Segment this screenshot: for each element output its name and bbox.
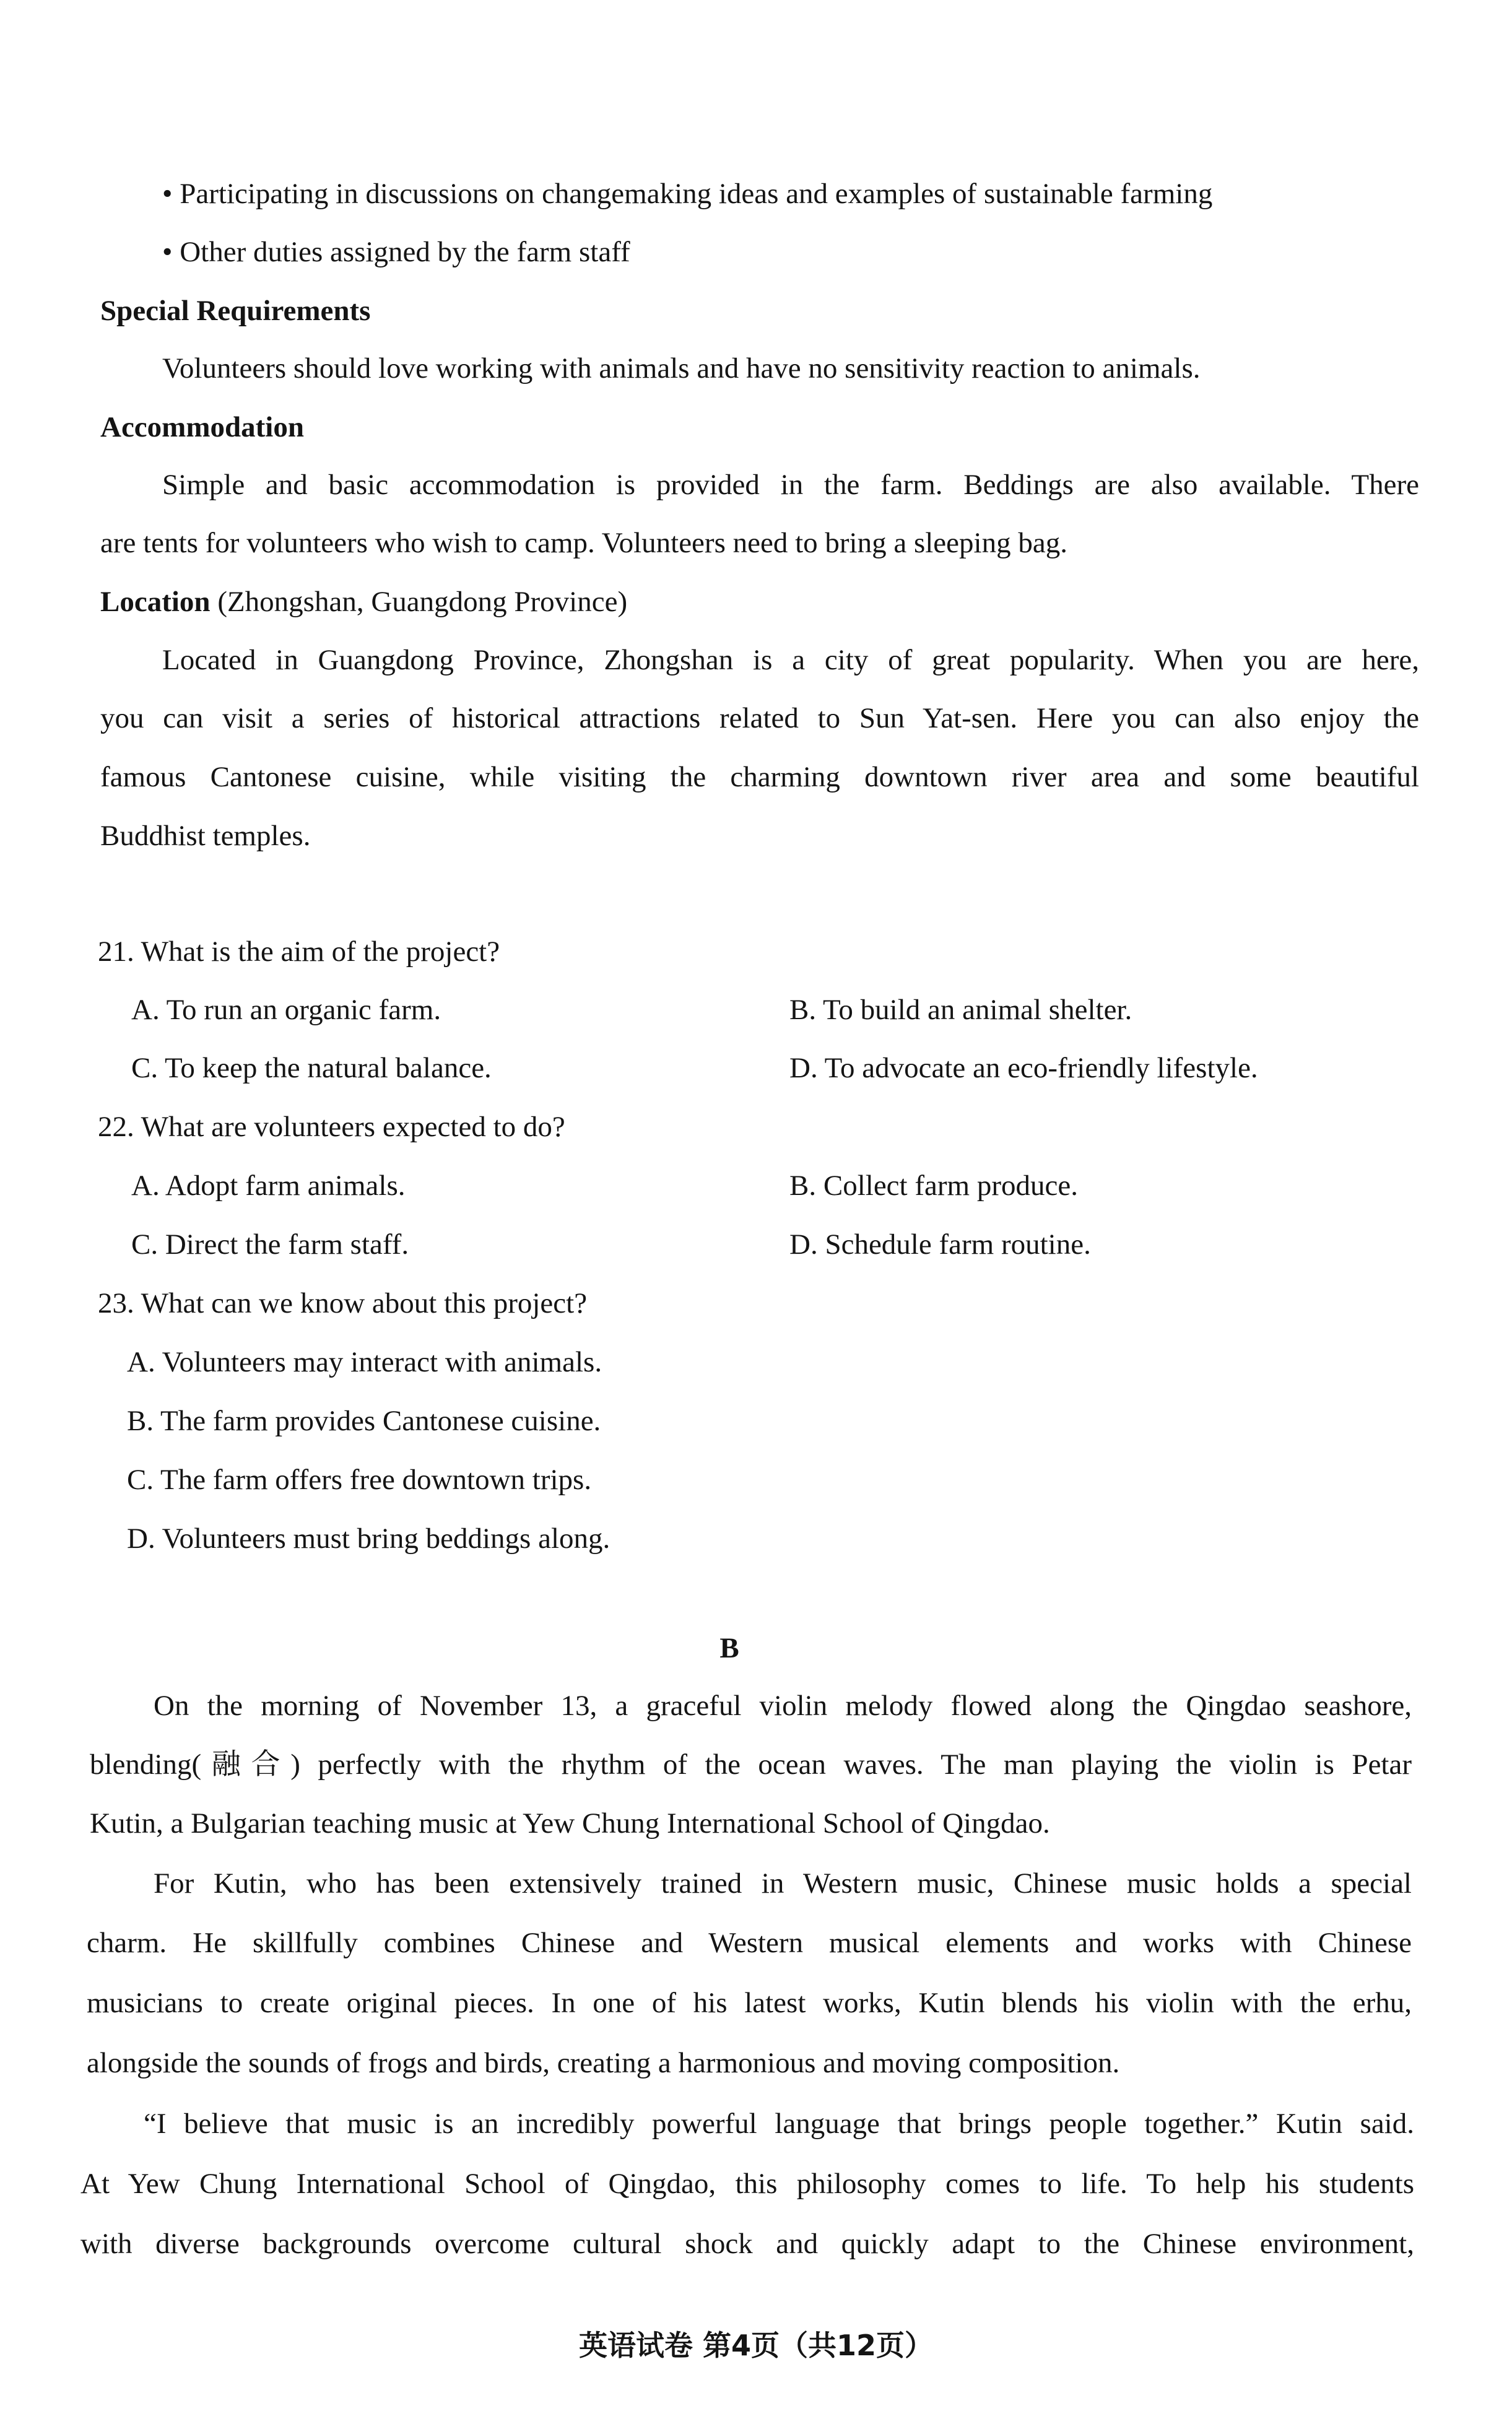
passage-b-p2-line-1: For Kutin, who has been extensively trained in Western music, Chinese music holds a special xyxy=(154,1867,1412,1900)
question-22-option-b: B. Collect farm produce. xyxy=(789,1170,1078,1202)
passage-b-p2-line-4: alongside the sounds of frogs and birds, creating a harmonious and moving composition. xyxy=(87,2047,1120,2079)
passage-b-p1-line-2: blending(融合) perfectly with the rhythm of the ocean waves. The man playing the violin is Petar xyxy=(90,1749,1412,1781)
question-22-option-a: A. Adopt farm animals. xyxy=(131,1170,406,1202)
passage-b-p2-line-3: musicians to create original pieces. In one of his latest works, Kutin blends his violin with the erhu, xyxy=(87,1987,1412,2019)
accommodation-line-1: Simple and basic accommodation is provided in the farm. Beddings are also available. There xyxy=(162,469,1419,501)
duty-bullet-2: • Other duties assigned by the farm staff xyxy=(162,236,630,268)
passage-b-label: B xyxy=(719,1632,739,1664)
passage-b-p3-line-1: “I believe that music is an incredibly powerful language that brings people together.” Kutin said. xyxy=(144,2108,1414,2140)
duty-bullet-1: • Participating in discussions on changemaking ideas and examples of sustainable farming xyxy=(162,178,1213,210)
passage-b-p2-line-2: charm. He skillfully combines Chinese and Western musical elements and works with Chinese xyxy=(87,1927,1412,1959)
question-21-stem: 21. What is the aim of the project? xyxy=(98,936,500,968)
question-22-stem: 22. What are volunteers expected to do? xyxy=(98,1111,565,1143)
question-22-option-c: C. Direct the farm staff. xyxy=(131,1228,409,1261)
question-23-option-a: A. Volunteers may interact with animals. xyxy=(127,1346,602,1378)
passage-b-p3-line-3: with diverse backgrounds overcome cultural shock and quickly adapt to the Chinese environment, xyxy=(80,2228,1414,2260)
question-21-option-a: A. To run an organic farm. xyxy=(131,994,441,1026)
special-requirements-text: Volunteers should love working with animals and have no sensitivity reaction to animals. xyxy=(162,352,1201,384)
page-footer: 英语试卷 第4页（共12页） xyxy=(578,2329,934,2362)
location-heading: Location xyxy=(100,586,211,618)
question-23-option-c: C. The farm offers free downtown trips. xyxy=(127,1464,592,1496)
question-23-stem: 23. What can we know about this project? xyxy=(98,1287,588,1319)
question-22-option-d: D. Schedule farm routine. xyxy=(789,1228,1091,1261)
passage-b-p3-line-2: At Yew Chung International School of Qingdao, this philosophy comes to life. To help his students xyxy=(80,2168,1414,2200)
question-23-option-d: D. Volunteers must bring beddings along. xyxy=(127,1523,610,1555)
location-line-2: you can visit a series of historical attractions related to Sun Yat-sen. Here you can also enjoy the xyxy=(100,702,1419,734)
location-heading-row xyxy=(100,583,627,620)
question-21-option-d: D. To advocate an eco-friendly lifestyle. xyxy=(789,1052,1258,1084)
accommodation-line-2: are tents for volunteers who wish to camp. Volunteers need to bring a sleeping bag. xyxy=(100,527,1067,559)
location-heading-detail: (Zhongshan, Guangdong Province) xyxy=(217,586,628,618)
question-21-option-b: B. To build an animal shelter. xyxy=(789,994,1132,1026)
location-line-3: famous Cantonese cuisine, while visiting the charming downtown river area and some beautiful xyxy=(100,761,1419,793)
location-line-1: Located in Guangdong Province, Zhongshan is a city of great popularity. When you are here, xyxy=(162,644,1419,676)
accommodation-heading: Accommodation xyxy=(100,411,304,443)
question-21-option-c: C. To keep the natural balance. xyxy=(131,1052,492,1084)
passage-b-p1-line-3: Kutin, a Bulgarian teaching music at Yew Chung International School of Qingdao. xyxy=(90,1807,1050,1840)
question-23-option-b: B. The farm provides Cantonese cuisine. xyxy=(127,1405,601,1437)
special-requirements-heading: Special Requirements xyxy=(100,295,371,327)
passage-b-p1-line-1: On the morning of November 13, a graceful violin melody flowed along the Qingdao seashore, xyxy=(154,1690,1412,1722)
location-line-4: Buddhist temples. xyxy=(100,820,311,852)
